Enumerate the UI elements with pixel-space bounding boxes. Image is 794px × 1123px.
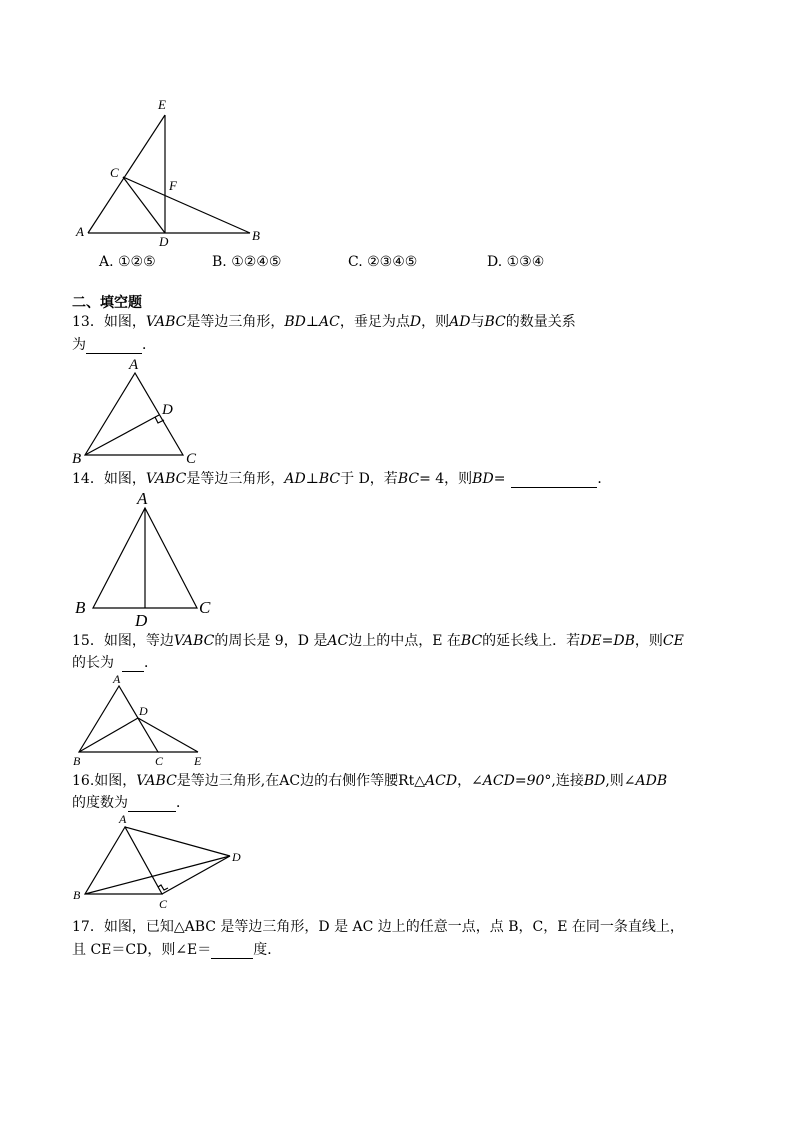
- segment-BD: [79, 718, 138, 752]
- q13-text: 13．如图，: [72, 314, 146, 330]
- label-A: A: [76, 224, 84, 239]
- q16-text: ,则∠: [605, 773, 636, 789]
- label-B: B: [73, 754, 81, 768]
- label-B: B: [75, 598, 86, 617]
- answer-blank[interactable]: [128, 797, 176, 812]
- label-B: B: [72, 451, 82, 467]
- q16-text: ,连接: [551, 773, 584, 789]
- option-a: A. ①②⑤: [99, 254, 156, 270]
- q13-text: 与: [470, 314, 485, 330]
- label-B: B: [252, 228, 260, 243]
- label-D: D: [232, 850, 241, 864]
- q13-text: 的数量关系: [505, 314, 576, 330]
- segment-CD: [162, 856, 230, 894]
- label-E: E: [194, 754, 202, 768]
- q14-term: BD: [472, 471, 494, 487]
- segment-CB: [123, 177, 250, 233]
- q15-text: =: [601, 633, 614, 649]
- q14-term: VABC: [145, 471, 187, 487]
- label-C: C: [199, 598, 211, 617]
- q13-end: ．: [142, 337, 156, 353]
- segment-AD: [125, 827, 230, 856]
- label-A: A: [137, 489, 148, 508]
- label-C: C: [110, 165, 119, 180]
- question-15-line1: [72, 632, 684, 650]
- label-D: D: [162, 402, 173, 418]
- segment-BD: [85, 856, 230, 894]
- q14-text: 14．如图，: [72, 471, 146, 487]
- figure-q14: [75, 489, 211, 630]
- label-C: C: [159, 897, 168, 911]
- q13-text: 是等边三角形，: [186, 314, 285, 330]
- label-A: A: [129, 357, 139, 373]
- q16-text: 16.如图，: [72, 773, 137, 789]
- segment-BD: [85, 415, 159, 455]
- q15-term: BC: [460, 633, 483, 649]
- label-B: B: [73, 888, 81, 902]
- question-16-line1: [72, 772, 667, 790]
- segment-AE: [88, 115, 165, 233]
- q14-text: 是等边三角形，: [186, 471, 285, 487]
- section-title: 二、填空题: [72, 295, 142, 311]
- q15-text: 的周长是 9，D 是: [214, 633, 328, 649]
- question-17-line2: [72, 941, 281, 959]
- q13-term: BD⊥AC: [284, 314, 340, 330]
- question-13-line2: [72, 336, 156, 354]
- q15-text: 的长为: [72, 655, 114, 671]
- option-b: B. ①②④⑤: [212, 254, 282, 270]
- q16-term: VABC: [136, 773, 177, 789]
- q14-end: ．: [597, 471, 612, 487]
- label-A: A: [113, 672, 121, 686]
- q14-term: BC: [397, 471, 420, 487]
- q16-text: 是等边三角形,在AC边的右侧作等腰Rt△: [176, 773, 426, 789]
- figure-q13: [72, 357, 197, 467]
- q15-term: CE: [662, 633, 684, 649]
- q15-term: DB: [613, 633, 635, 649]
- segment-DE: [138, 718, 198, 752]
- label-D: D: [159, 234, 169, 249]
- question-14: [72, 470, 611, 488]
- q16-term: ∠ACD=90°: [471, 773, 552, 789]
- q17-text: 度．: [253, 942, 282, 958]
- q15-term: VABC: [173, 633, 215, 649]
- label-C: C: [186, 451, 197, 467]
- q15-text: 15．如图，等边: [72, 633, 174, 649]
- q15-text: 边上的中点，E 在: [348, 633, 461, 649]
- label-D: D: [135, 611, 148, 630]
- option-c: C. ②③④⑤: [348, 254, 418, 270]
- triangle-ABC: [79, 686, 158, 752]
- q13-text: ，则: [421, 314, 450, 330]
- q16-term: ACD: [425, 773, 458, 789]
- q16-end: ．: [176, 795, 190, 811]
- q14-text: =: [493, 471, 506, 487]
- question-15-line2: [72, 654, 158, 672]
- answer-blank[interactable]: [122, 657, 144, 672]
- q14-term: AD⊥BC: [284, 471, 341, 487]
- segment-CD: [123, 177, 165, 233]
- q15-text: 的延长线上．若: [482, 633, 581, 649]
- q15-term: DE: [580, 633, 602, 649]
- q16-term: BD: [583, 773, 606, 789]
- figure-q12: [75, 97, 260, 249]
- q16-term: ADB: [635, 773, 668, 789]
- q15-end: ．: [144, 655, 158, 671]
- question-17-line1: 17．如图，已知△ABC 是等边三角形，D 是 AC 边上的任意一点，点 B，C，E 在同一条直线上，: [72, 919, 684, 935]
- q16-text: ，: [457, 773, 472, 789]
- label-F: F: [169, 178, 177, 193]
- question-16-line2: [72, 794, 190, 812]
- option-d: D. ①③④: [487, 254, 545, 270]
- q13-term: VABC: [145, 314, 187, 330]
- q13-term: D: [409, 314, 422, 330]
- q14-text: 于 D，若: [340, 471, 398, 487]
- q14-text: = 4，则: [419, 471, 473, 487]
- label-D: D: [139, 704, 148, 718]
- q13-term: BC: [484, 314, 506, 330]
- figure-q15: [73, 672, 202, 768]
- q13-text: 为: [72, 337, 86, 353]
- answer-blank[interactable]: [86, 339, 142, 354]
- question-13-line1: [72, 313, 576, 331]
- figure-q16: [73, 812, 241, 911]
- q13-term: AD: [449, 314, 471, 330]
- q13-text: ，垂足为点: [339, 314, 410, 330]
- q16-text: 的度数为: [72, 795, 128, 811]
- q15-term: AC: [327, 633, 349, 649]
- q17-text: 且 CE＝CD，则∠E＝: [72, 942, 212, 958]
- label-E: E: [158, 97, 166, 112]
- q15-text: ，则: [634, 633, 663, 649]
- label-A: A: [119, 812, 127, 826]
- answer-blank[interactable]: [511, 473, 597, 488]
- answer-blank[interactable]: [211, 944, 253, 959]
- label-C: C: [155, 754, 164, 768]
